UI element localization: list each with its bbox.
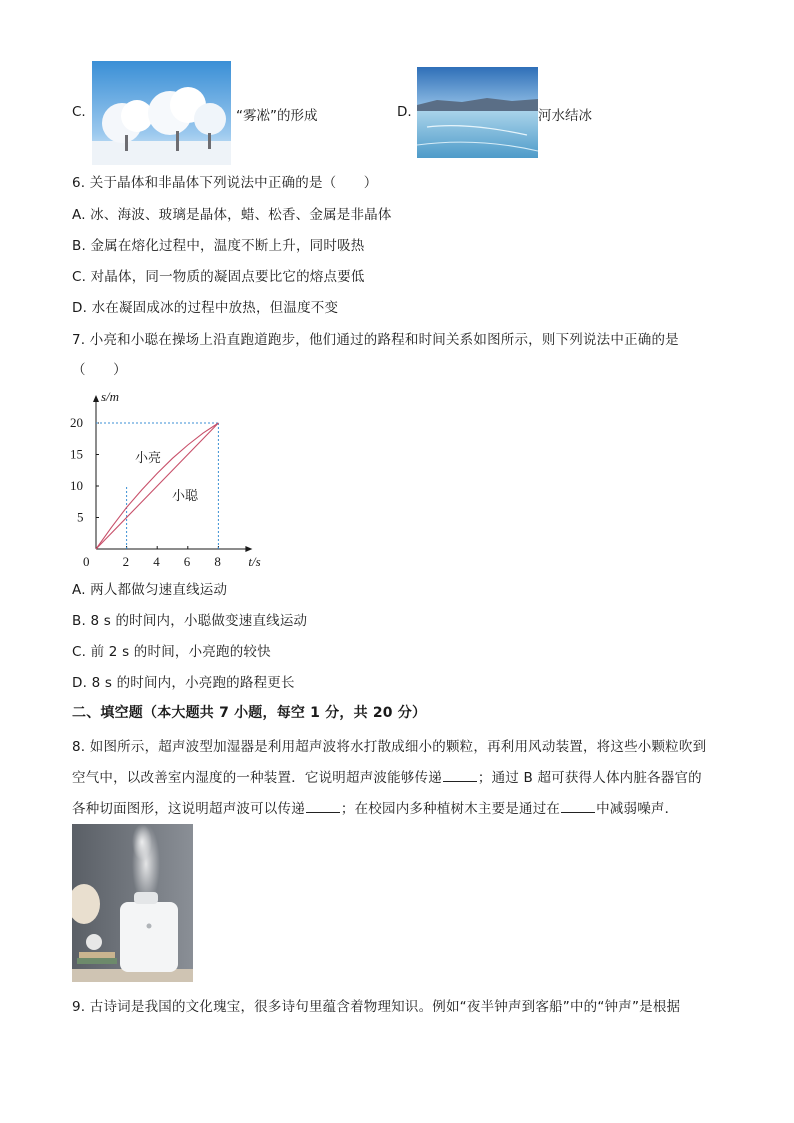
q6-option-d: D. 水在凝固成冰的过程中放热，但温度不变 [72,300,339,316]
q6-option-b: B. 金属在熔化过程中，温度不断上升，同时吸热 [72,238,365,254]
q8-blank-3[interactable] [561,800,595,813]
y-axis-arrow [93,395,99,402]
series-line-2 [96,423,218,549]
q7-stem: 7. 小亮和小聪在操场上沿直跑道跑步，他们通过的路程和时间关系如图所示，则下列说法中正确的是 [72,332,679,348]
q6-option-c: C. 对晶体，同一物质的凝固点要比它的熔点要低 [72,269,365,285]
section-2-title: 二、填空题（本大题共 7 小题，每空 1 分，共 20 分） [72,705,427,721]
frost-trees-photo [92,61,231,165]
y-tick-label: 15 [70,446,83,462]
q8-line-1: 8. 如图所示，超声波型加湿器是利用超声波将水打散成细小的颗粒，再利用风动装置，将这些小颗粒吹到 [72,739,707,755]
option-c-text: “雾凇”的形成 [236,108,318,124]
x-tick-label: 0 [83,554,90,569]
q9-line-1: 9. 古诗词是我国的文化瑰宝，很多诗句里蕴含着物理知识。例如“夜半钟声到客船”中的“钟声”是根据 [72,999,681,1015]
q8-line-2b: ；通过 B 超可获得人体内脏各器官的 [477,770,702,786]
q8-line-3a: 各种切面图形，这说明超声波可以传递 [72,801,305,817]
q8-line-2a: 空气中，以改善室内湿度的一种装置．它说明超声波能够传递 [72,770,442,786]
humidifier-photo [72,824,193,982]
x-axis-label: t/s [248,554,261,569]
q8-blank-1[interactable] [443,769,477,782]
y-axis-label: s/m [101,389,120,404]
series-label-1: 小亮 [135,451,162,466]
q7-option-d: D. 8 s 的时间内，小亮跑的路程更长 [72,675,295,691]
x-tick-label: 8 [214,554,221,569]
frozen-river-photo [417,67,538,158]
y-tick-label: 10 [70,478,83,493]
q6-stem: 6. 关于晶体和非晶体下列说法中正确的是（ ） [72,175,378,191]
q7-stem-cont: （ ） [72,362,127,378]
q8-line-3c: 中减弱噪声． [596,801,679,817]
series-label-2: 小聪 [172,489,199,504]
option-d-text: 河水结冰 [538,108,592,124]
q7-option-c: C. 前 2 s 的时间，小亮跑的较快 [72,644,271,660]
distance-time-chart [70,384,320,570]
y-tick-label: 5 [77,509,84,525]
option-c-letter: C. [72,104,86,120]
option-d-letter: D. [397,104,412,120]
q8-line-2 [72,766,702,786]
q6-option-a: A. 冰、海波、玻璃是晶体，蜡、松香、金属是非晶体 [72,207,392,223]
q7-option-b: B. 8 s 的时间内，小聪做变速直线运动 [72,613,308,629]
q8-line-3 [72,797,678,817]
x-tick-label: 4 [153,554,160,569]
q8-line-3b: ；在校园内多种植树木主要是通过在 [340,801,561,817]
y-tick-label: 20 [70,415,83,430]
q7-option-a: A. 两人都做匀速直线运动 [72,582,228,598]
x-tick-label: 2 [122,554,130,569]
q8-blank-2[interactable] [306,800,340,813]
x-axis-arrow [245,546,252,552]
x-tick-label: 6 [183,554,191,569]
